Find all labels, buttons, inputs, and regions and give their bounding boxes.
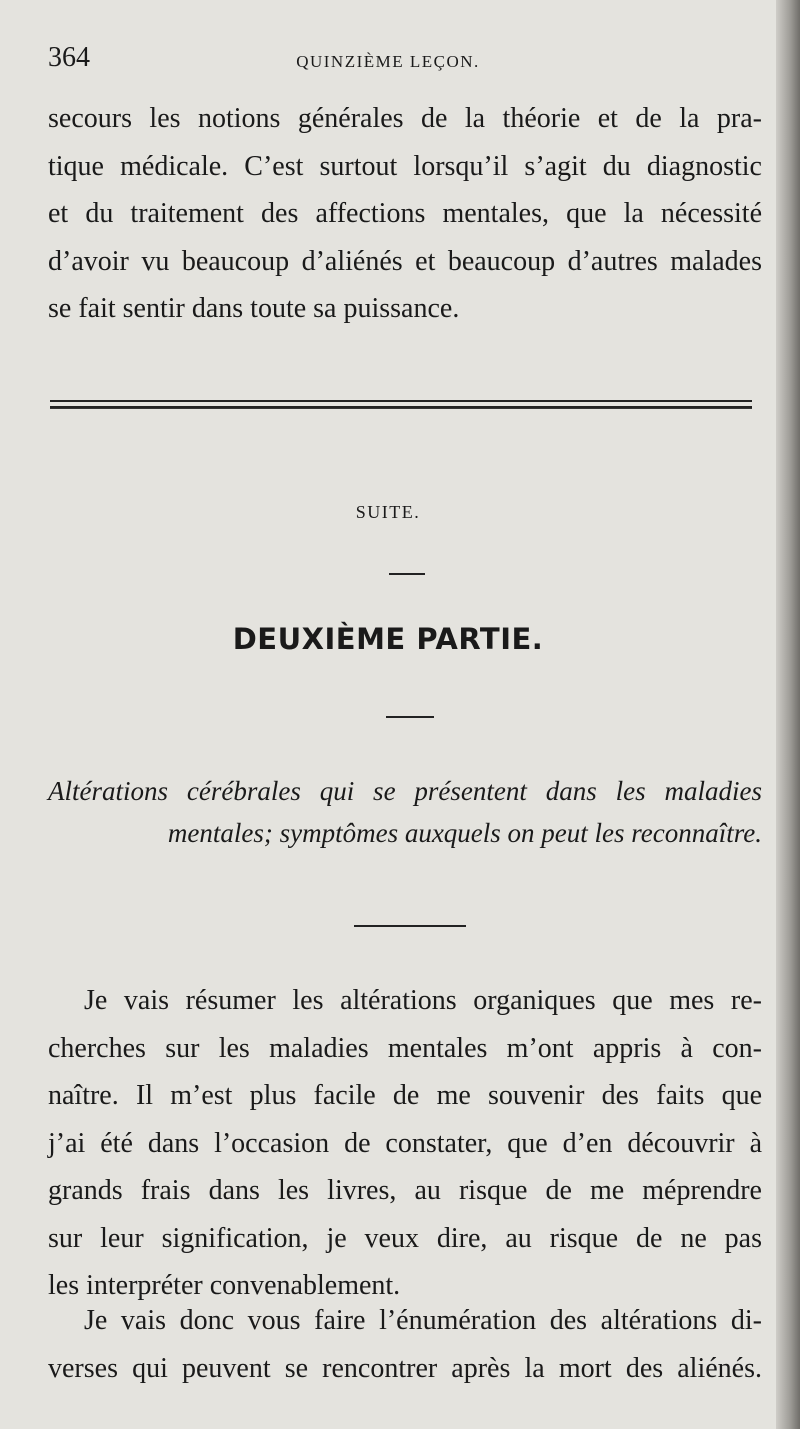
part-title: DEUXIÈME PARTIE. [232, 622, 544, 656]
section-divider [50, 400, 752, 408]
chapter-title-line: mentales; symptômes auxquels on peut les reconnaître. [167, 818, 762, 848]
text-line: grands frais dans les livres, au risque de me méprendre [48, 1175, 762, 1206]
short-rule [354, 925, 466, 927]
text-line: cherches sur les maladies mentales m’ont appris à con- [48, 1032, 762, 1064]
paragraph-2 [48, 977, 762, 1310]
text-line: secours les notions générales de la théorie et de la pra- [48, 103, 762, 134]
page-gutter-shadow [776, 0, 800, 1429]
page-number: 364 [48, 42, 90, 73]
text-line: les interpréter convenablement. [48, 1270, 401, 1301]
text-line: naître. Il m’est plus facile de me souvenir des faits que [48, 1080, 762, 1111]
text-line: et du traitement des affections mentales, que la nécessité [48, 198, 762, 229]
chapter-title [48, 770, 762, 854]
text-line: sur leur signification, je veux dire, au risque de ne pas [48, 1222, 762, 1254]
text-line: Je vais résumer les altérations organiques que mes re- [84, 985, 762, 1016]
chapter-title-line: Altérations cérébrales qui se présentent dans les maladies [48, 776, 762, 806]
paragraph-3 [48, 1297, 762, 1392]
text-line: tique médicale. C’est surtout lorsqu’il s’agit du diagnostic [48, 150, 762, 182]
text-line: verses qui peuvent se rencontrer après la mort des aliénés. [48, 1352, 762, 1384]
text-line: Je vais donc vous faire l’énumération des altérations di- [84, 1305, 762, 1336]
short-rule [386, 716, 434, 718]
text-line: d’avoir vu beaucoup d’aliénés et beaucoup d’autres malades [48, 245, 762, 277]
suite-label: SUITE. [355, 502, 421, 522]
running-title: QUINZIÈME LEÇON. [296, 52, 480, 71]
paragraph-1 [48, 95, 762, 333]
text-line: se fait sentir dans toute sa puissance. [48, 293, 460, 324]
text-line: j’ai été dans l’occasion de constater, que d’en découvrir à [48, 1127, 762, 1159]
short-rule [389, 573, 425, 575]
